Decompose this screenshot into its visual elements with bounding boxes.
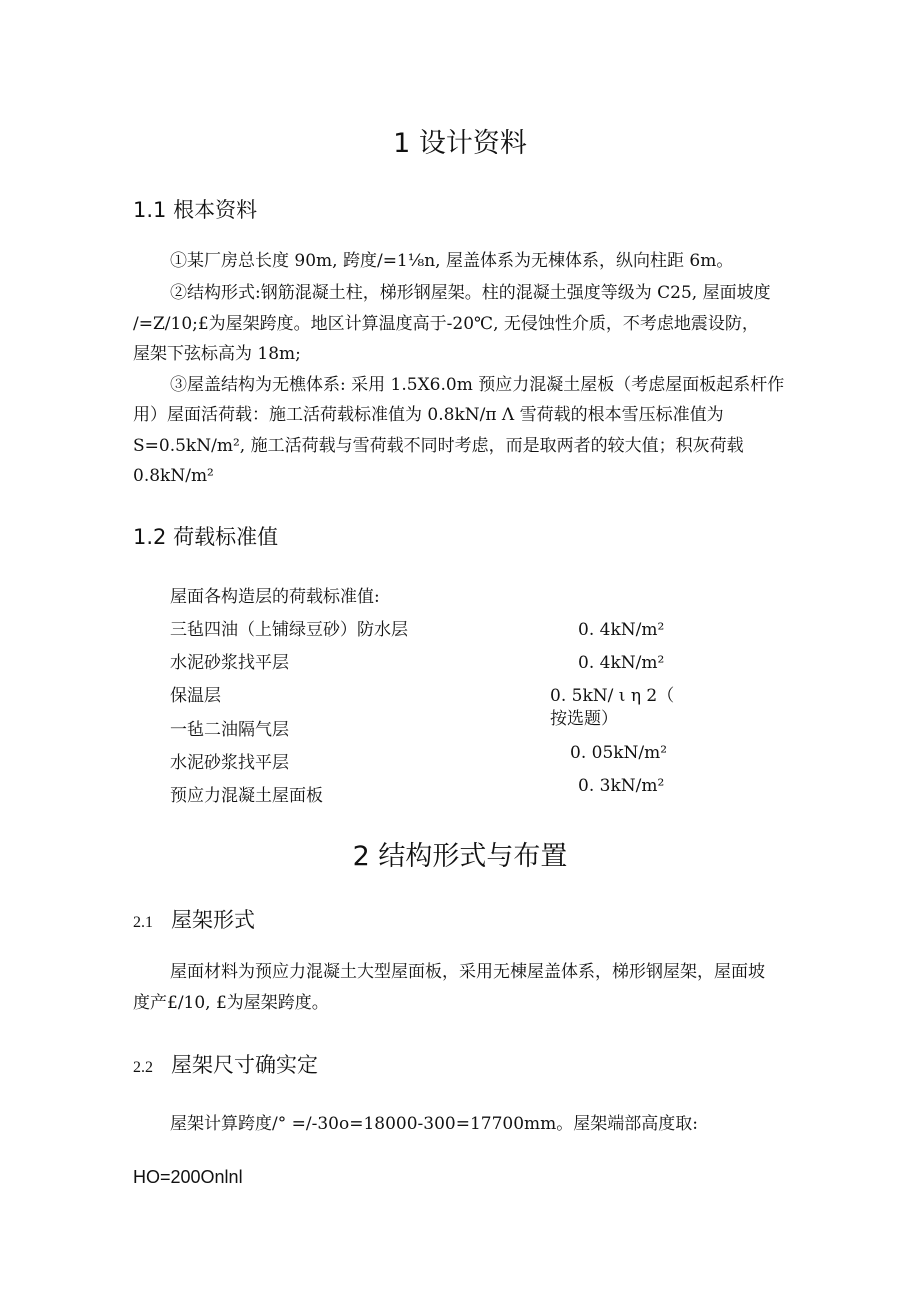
load-value: 0. 05kN/m²: [570, 743, 668, 763]
load-label: 三毡四油（上铺绿豆砂）防水层: [170, 620, 408, 640]
section-2-2-title: [133, 1055, 318, 1076]
load-value: 0. 4kN/m²: [578, 653, 665, 673]
load-label: 预应力混凝土屋面板: [170, 786, 323, 806]
load-label: 一毡二油隔气层: [170, 720, 289, 740]
paragraph-line: /=Z/10;£为屋架跨度。地区计算温度高于-20℃, 无侵蚀性介质，不考虑地震设防，: [133, 314, 759, 334]
load-intro: 屋面各构造层的荷载标准值:: [170, 587, 380, 607]
paragraph-line: 用）屋面活荷载：施工活荷载标准值为 0.8kN/π Λ 雪荷载的根本雪压标准值为: [133, 405, 724, 425]
paragraph-line: ③屋盖结构为无樵体系: 采用 1.5X6.0m 预应力混凝土屋板（考虑屋面板起系杆作: [170, 375, 785, 395]
paragraph-line: 度产£/10, £为屋架跨度。: [133, 993, 329, 1013]
paragraph-line: 屋架下弦标高为 18m;: [133, 344, 301, 364]
load-value: 0. 3kN/m²: [578, 776, 665, 796]
load-label: 水泥砂浆找平层: [170, 653, 289, 673]
load-value: 0. 5kN/ ι η 2（: [550, 686, 675, 706]
section-heading: 屋架形式: [171, 908, 255, 932]
paragraph-line: 屋架计算跨度/° =/-30o=18000-300=17700mm。屋架端部高度取:: [170, 1114, 699, 1134]
section-1-1-title: 1.1 根本资料: [133, 198, 258, 222]
formula: HO=200Onlnl: [133, 1167, 243, 1187]
chapter-2-title: 2 结构形式与布置: [352, 841, 568, 872]
section-number: 2.1: [133, 914, 153, 931]
load-label: 水泥砂浆找平层: [170, 753, 289, 773]
section-number: 2.2: [133, 1059, 153, 1076]
paragraph-line: ①某厂房总长度 90m, 跨度/=1⅛n, 屋盖体系为无棟体系，纵向柱距 6m。: [170, 251, 734, 271]
section-2-1-title: [133, 910, 255, 931]
load-value-note: 按选题）: [550, 709, 618, 729]
paragraph-line: 0.8kN/m²: [133, 466, 214, 486]
paragraph-line: 屋面材料为预应力混凝土大型屋面板，采用无棟屋盖体系，梯形钢屋架，屋面坡: [170, 962, 765, 982]
paragraph-line: S=0.5kN/m², 施工活荷载与雪荷载不同时考虑，而是取两者的较大值；积灰荷载: [133, 436, 744, 456]
paragraph-line: ②结构形式:钢筋混凝土柱，梯形钢屋架。柱的混凝土强度等级为 C25, 屋面坡度: [170, 283, 771, 303]
chapter-1-title: 1 设计资料: [393, 128, 527, 159]
load-value: 0. 4kN/m²: [578, 620, 665, 640]
section-1-2-title: 1.2 荷载标准值: [133, 525, 279, 549]
section-heading: 屋架尺寸确实定: [171, 1053, 318, 1077]
load-label: 保温层: [170, 686, 221, 706]
